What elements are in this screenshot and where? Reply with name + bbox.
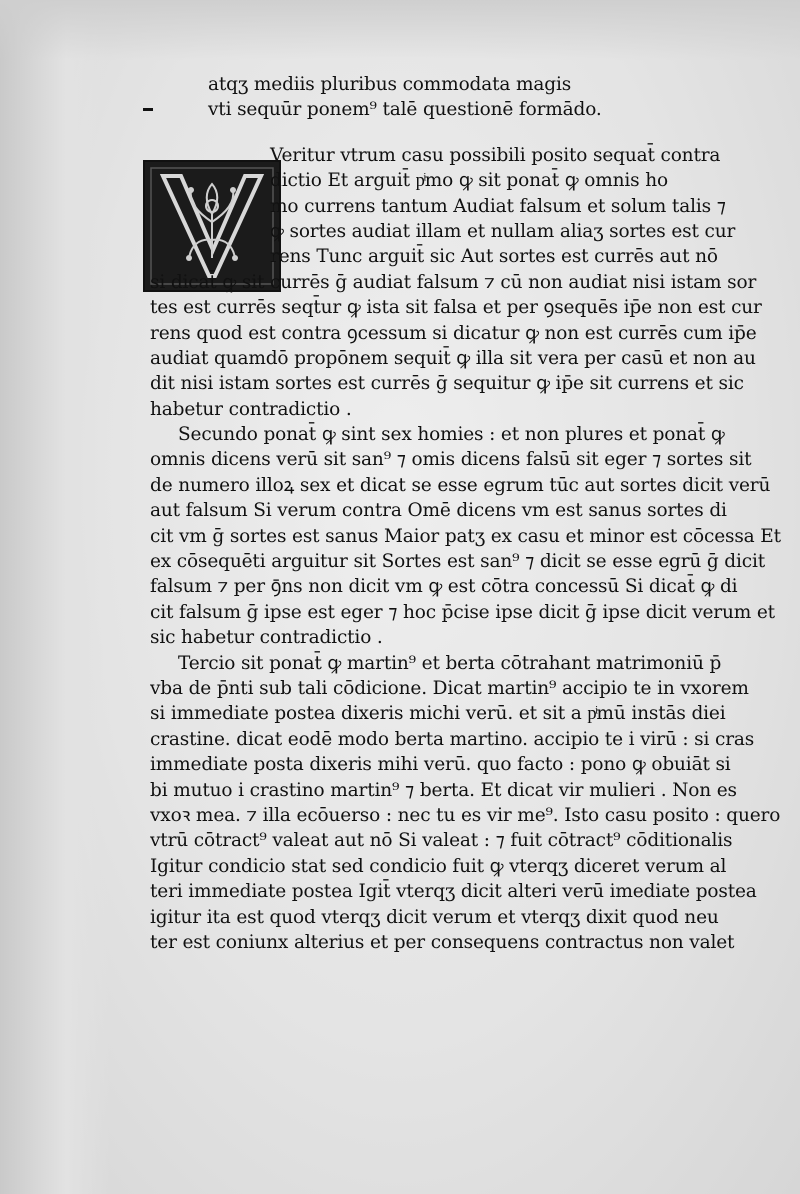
page-shadow-top (0, 0, 800, 60)
paragraph-1-line: audiat quamdō propōnem sequit̄ ꝙ illa sit vera per casū et non au (150, 347, 756, 369)
paragraph-1-line: ꝙ sortes audiat illam et nullam aliaʒ sortes est cur (270, 220, 736, 242)
paragraph-3-line: crastine. dicat eodē modo berta martino. accipio te i virū : si cras (150, 728, 755, 750)
paragraph-3-line: vxoꝛ mea. ⁊ illa ecōuerso : nec tu es vir me⁹. Isto casu posito : quero (150, 804, 781, 826)
paragraph-1-line: dit nisi istam sortes est currēs ḡ sequitur ꝙ ip̄e sit currens et sic (150, 373, 744, 395)
paragraph-1-line: Veritur vtrum casu possibili posito sequat̄ contra (270, 144, 721, 166)
paragraph-1-line: rens Tunc arguit̄ sic Aut sortes est currēs aut nō (270, 246, 718, 268)
paragraph-3-line: teri immediate postea Igit̄ vterqʒ dicit alteri verū imediate postea (150, 881, 757, 903)
paragraph-2-line: cit vm ḡ sortes est sanus Maior patʒ ex casu et minor est cōcessa Et (150, 525, 781, 547)
paragraph-2-line: aut falsum Si verum contra Omē dicens vm est sanus sortes di (150, 500, 727, 522)
paragraph-1-line: tes est currēs seqt̄ur ꝙ ista sit falsa et per ꝯsequēs ip̄e non est cur (150, 297, 762, 319)
paragraph-2-line: cit falsum ḡ ipse est eger ⁊ hoc p̄cise ipse dicit ḡ ipse dicit verum et (150, 601, 775, 623)
paragraph-3-line: Igitur condicio stat sed condicio fuit ꝙ vterqʒ diceret verum al (150, 855, 727, 877)
paragraph-2-line: omnis dicens verū sit san⁹ ⁊ omis dicens falsū sit eger ⁊ sortes sit (150, 449, 752, 471)
paragraph-2-line: sic habetur contradictio . (150, 627, 383, 649)
intro-line: vti sequūr ponem⁹ talē questionē formādo. (208, 99, 602, 121)
paragraph-2-line: ex cōsequēti arguitur sit Sortes est san⁹ ⁊ dicit se esse egrū ḡ dicit (150, 551, 766, 573)
paragraph-3-line: si immediate postea dixeris michi verū. et sit a pͥmū instās diei (150, 703, 726, 725)
paragraph-3-line: immediate posta dixeris mihi verū. quo facto : pono ꝙ obuiāt si (150, 754, 731, 776)
paragraph-3-line: Tercio sit ponat̄ ꝙ martin⁹ et berta cōtrahant matrimoniū p̄ (178, 652, 722, 674)
paragraph-3-line: ter est coniunx alterius et per consequens contractus non valet (150, 931, 735, 953)
paragraph-2-line: falsum ⁊ per ꝯ̄ns non dicit vm ꝙ est cōtra concessū Si dicat̄ ꝙ di (150, 576, 738, 598)
paragraph-1-line: rens quod est contra ꝯcessum si dicatur ꝙ non est currēs cum ip̄e (150, 322, 757, 344)
page-shadow-left (0, 0, 110, 1194)
paragraph-3-line: vtrū cōtract⁹ valeat aut nō Si valeat : ⁊ fuit cōtract⁹ cōditionalis (150, 830, 733, 852)
paragraph-1-line: dictio Et arguit̄ pͥmo ꝙ sit ponat̄ ꝙ omnis ho (270, 170, 668, 192)
paragraph-3-line: igitur ita est quod vterqʒ dicit verum et vterqʒ dixit quod neu (150, 906, 719, 928)
text-block (150, 72, 790, 955)
intro-line: atqʒ mediis pluribus commodata magis (208, 74, 572, 95)
paragraph-1-line: habetur contradictio . (150, 398, 352, 420)
paragraph-2-line: de numero illoꝝ sex et dicat se esse egrum tūc aut sortes dicit verū (150, 474, 771, 496)
paragraph-3-line: bi mutuo i crastino martin⁹ ⁊ berta. Et dicat vir mulieri . Non es (150, 779, 737, 801)
paragraph-3-line: vba de p̄nti sub tali cōdicione. Dicat martin⁹ accipio te in vxorem (150, 677, 749, 699)
paragraph-1-line: si dicat̄ ꝙ sit currēs ḡ audiat falsum ⁊ cū non audiat nisi istam sor (150, 271, 757, 293)
paragraph-2-line: Secundo ponat̄ ꝙ sint sex homies : et non plures et ponat̄ ꝙ (178, 424, 725, 446)
paragraph-1-line: mo currens tantum Audiat falsum et solum talis ⁊ (270, 195, 726, 217)
